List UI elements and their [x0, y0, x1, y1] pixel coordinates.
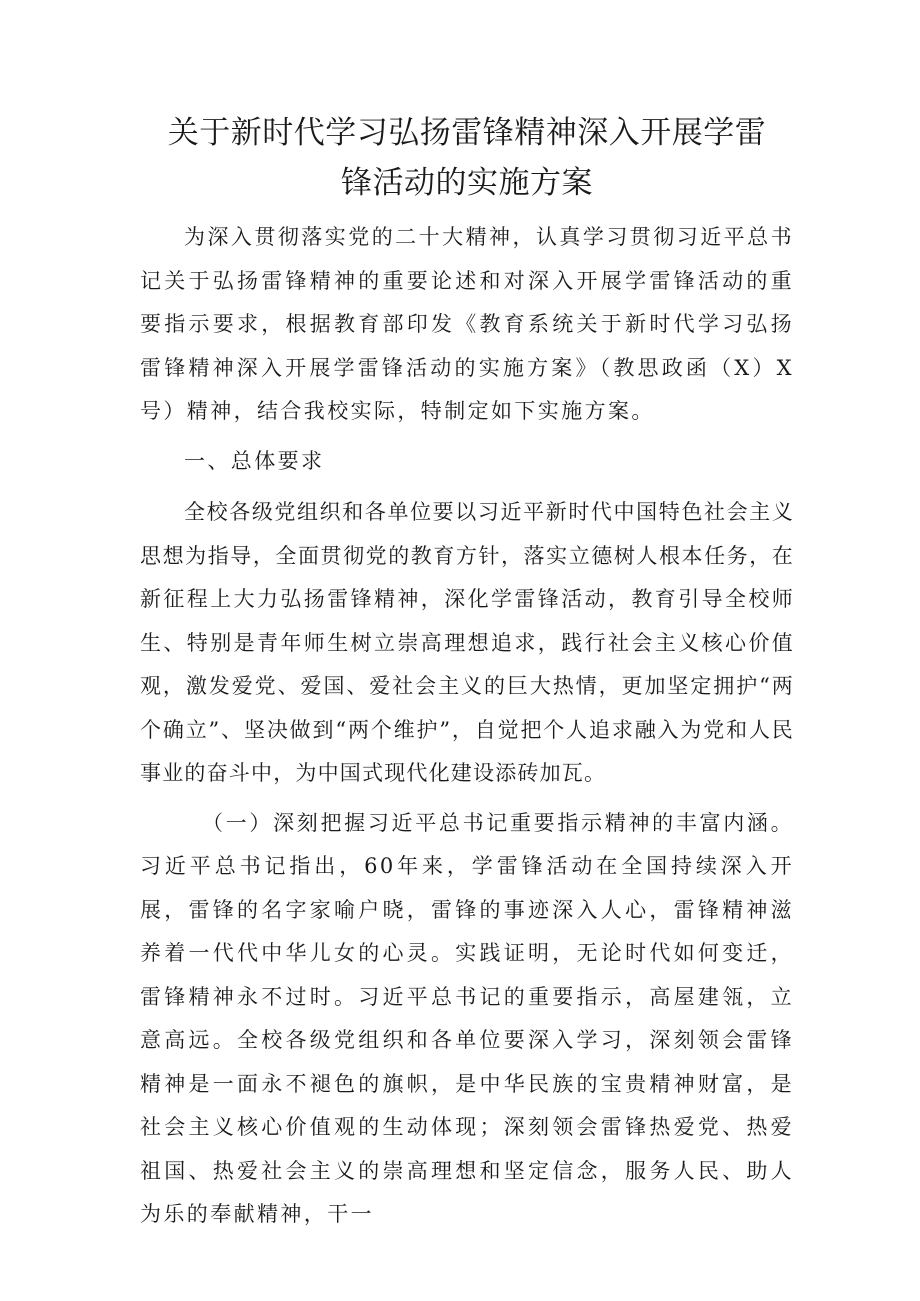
title-line-2: 锋活动的实施方案 [341, 165, 593, 201]
general-requirements-paragraph: 全校各级党组织和各单位要以习近平新时代中国特色社会主义思想为指导，全面贯彻党的教育方针，落实立德树人根本任务，在新征程上大力弘扬雷锋精神，深化学雷锋活动，教育引导全校师生、特别是青年师生树立崇高理想追求，践行社会主义核心价值观，激发爱党、爱国、爱社会主义的巨大热情，更加坚定拥护“两个确立”、坚决做到“两个维护”，自觉把个人追求融入为党和人民事业的奋斗中，为中国式现代化建设添砖加瓦。 [140, 500, 794, 785]
section-heading-general-requirements: 一、总体要求 [184, 448, 325, 473]
document-title [140, 108, 794, 208]
intro-paragraph: 为深入贯彻落实党的二十大精神，认真学习贯彻习近平总书记关于弘扬雷锋精神的重要论述和对深入开展学雷锋活动的重要指示要求，根据教育部印发《教育系统关于新时代学习弘扬雷锋精神深入开展学雷锋活动的实施方案》（教思政函（X）X号）精神，结合我校实际，特制定如下实施方案。 [140, 225, 794, 423]
subsection-1-paragraph: （一）深刻把握习近平总书记重要指示精神的丰富内涵。习近平总书记指出，60年来，学雷锋活动在全国持续深入开展，雷锋的名字家喻户晓，雷锋的事迹深入人心，雷锋精神滋养着一代代中华儿女的心灵。实践证明，无论时代如何变迁，雷锋精神永不过时。习近平总书记的重要指示，高屋建瓴，立意高远。全校各级党组织和各单位要深入学习，深刻领会雷锋精神是一面永不褪色的旗帜，是中华民族的宝贵精神财富，是社会主义核心价值观的生动体现；深刻领会雷锋热爱党、热爱祖国、热爱社会主义的崇高理想和坚定信念，服务人民、助人为乐的奉献精神，干一 [140, 810, 794, 1226]
title-line-1: 关于新时代学习弘扬雷锋精神深入开展学雷 [167, 115, 767, 151]
